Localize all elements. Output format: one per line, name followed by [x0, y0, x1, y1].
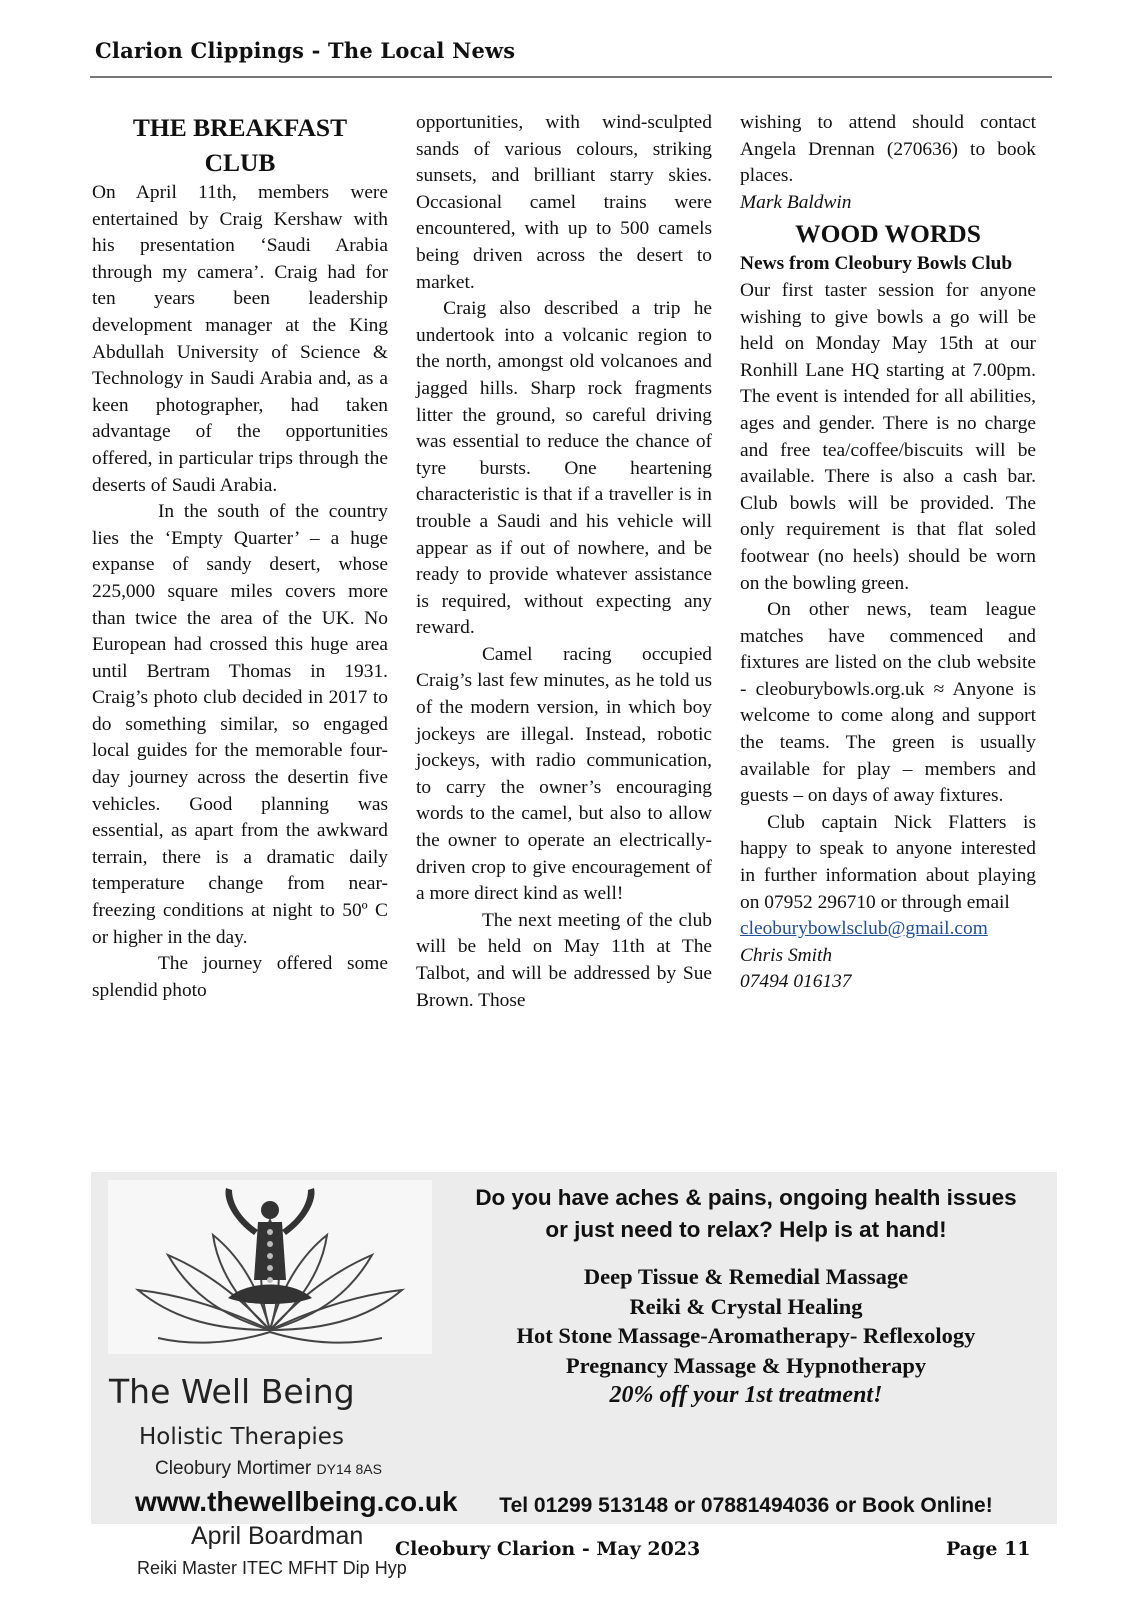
postcode: DY14 8AS	[316, 1461, 382, 1477]
advert-owner: April Boardman	[191, 1522, 364, 1550]
brand-name: The Well Being	[109, 1372, 355, 1411]
email-link[interactable]: cleoburybowlsclub@gmail.com	[740, 918, 988, 940]
advert-question: Do you have aches & pains, ongoing health issues or just need to relax? Help is at hand!	[475, 1185, 1017, 1242]
brand-location: Cleobury Mortimer DY14 8AS	[155, 1458, 382, 1479]
column-1	[92, 110, 388, 1004]
advert-contact: Tel 01299 513148 or 07881494036 or Book Online!	[499, 1494, 993, 1517]
advert-service: Reiki & Crystal Healing	[629, 1294, 863, 1319]
article-paragraph: The journey offered some splendid photo	[92, 953, 388, 1001]
advert-qualifications: Reiki Master ITEC MFHT Dip Hyp	[137, 1558, 407, 1578]
footer-page-number: Page 11	[946, 1538, 1031, 1560]
header-rule	[90, 76, 1052, 78]
article-paragraph: On other news, team league matches have commenced and fixtures are listed on the club website - cleoburybowls.org.uk ≈ Anyone is welcome to come along and support the teams. The green is usually available for play – members and guests – on days of away fixtures.	[740, 599, 1036, 807]
lotus-figure-icon	[108, 1180, 432, 1354]
advert-service: Pregnancy Massage & Hypnotherapy	[565, 1353, 927, 1378]
article-paragraph: Craig also described a trip he undertook into a volcanic region to the north, amongst old volcanoes and jagged hills. Sharp rock fragments litter the ground, so careful driving was essential to reduce the chance of tyre bursts. One heartening characteristic is that if a traveller is in trouble a Saudi and his vehicle will appear as if out of nowhere, and be ready to provide whatever assistance is required, without expecting any reward.	[416, 298, 712, 639]
page-header: Clarion Clippings - The Local News	[95, 38, 516, 63]
column-2	[416, 110, 712, 1014]
article-paragraph: In the south of the country lies the ‘Empty Quarter’ – a huge expanse of sandy desert, whose 225,000 square miles covers more than twice the area of the UK. No European had crossed this huge area until Bertram Thomas in 1931. Craig’s photo club decided in 2017 to do something similar, so engaged local guides for the memorable four-day journey across the desertin five vehicles. Good planning was essential, as apart from the awkward terrain, there is a dramatic daily temperature change from near-freezing conditions at night to 50º C or higher in the day.	[92, 501, 388, 948]
article-paragraph: wishing to attend should contact Angela Drennan (270636) to book places.	[740, 112, 1036, 187]
advert-service: Deep Tissue & Remedial Massage	[583, 1264, 909, 1289]
brand-tagline: Holistic Therapies	[139, 1424, 344, 1450]
advert-website[interactable]: www.thewellbeing.co.uk	[135, 1486, 458, 1517]
article-paragraph: On April 11th, members were entertained by Craig Kershaw with his presentation ‘Saudi Arabia through my camera’. Craig had for ten years been leadership development manager at the King Abdullah University of Science & Technology in Saudi Arabia and, as a keen photographer, had taken advantage of the opportunities offered, in particular trips through the deserts of Saudi Arabia.	[92, 182, 388, 496]
article-paragraph: opportunities, with wind-sculpted sands of various colours, striking sunsets, and brilliant starry skies. Occasional camel trains were encountered, with up to 500 camels being driven across the desert to market.	[416, 112, 712, 293]
article-title-breakfast-club: THE BREAKFAST CLUB	[132, 113, 348, 177]
article-paragraph: The next meeting of the club will be held on May 11th at The Talbot, and will be addressed by Sue Brown. Those	[416, 909, 712, 1011]
article-subtitle: News from Cleobury Bowls Club	[740, 253, 1013, 275]
author-phone: 07494 016137	[740, 971, 852, 993]
footer-publication: Cleobury Clarion - May 2023	[395, 1538, 701, 1560]
advert-offer: 20% off your 1st treatment!	[609, 1382, 883, 1408]
article-paragraph: Our first taster session for anyone wishing to give bowls a go will be held on Monday May 15th at our Ronhill Lane HQ starting at 7.00pm. The event is intended for all abilities, ages and gender. There is no charge and free tea/coffee/biscuits will be available. There is also a cash bar. Club bowls will be provided. The only requirement is that flat soled footwear (no heels) should be worn on the bowling green.	[740, 279, 1036, 594]
author-signature: Mark Baldwin	[740, 191, 852, 213]
lotus-meditation-logo	[108, 1180, 432, 1354]
article-paragraph: Club captain Nick Flatters is happy to speak to anyone interested in further information about playing on 07952 296710 or through email	[740, 811, 1036, 913]
article-paragraph: Camel racing occupied Craig’s last few minutes, as he told us of the modern version, in which boy jockeys are illegal. Instead, robotic jockeys, with radio communication, to carry the owner’s encouraging words to the camel, but also to allow the owner to operate an electrically-driven crop to give encouragement of a more direct kind as well!	[416, 643, 712, 905]
author-signature: Chris Smith	[740, 944, 833, 966]
advert-service: Hot Stone Massage-Aromatherapy- Reflexology	[516, 1323, 976, 1348]
article-title-wood-words: WOOD WORDS	[795, 219, 981, 249]
column-3	[740, 110, 1036, 996]
